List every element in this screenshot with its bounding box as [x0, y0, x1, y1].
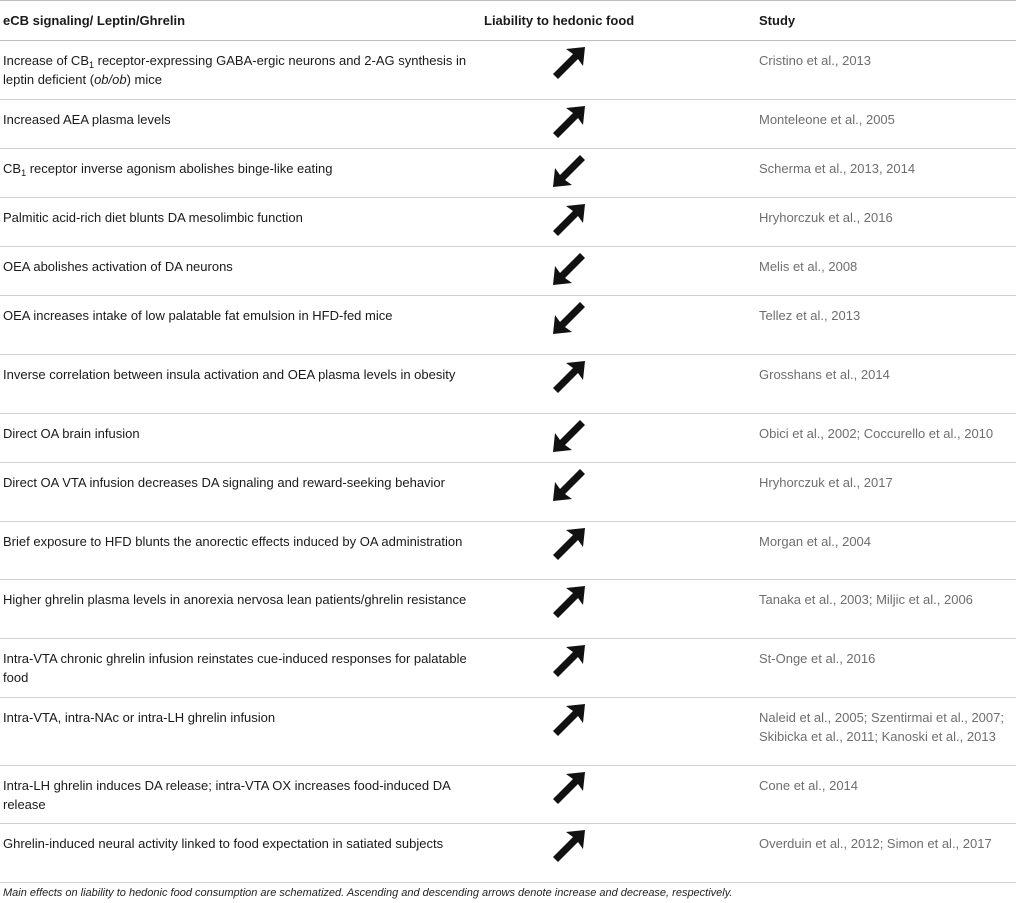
finding-cell: Intra-VTA, intra-NAc or intra-LH ghrelin infusion [0, 698, 480, 766]
finding-text: Increase of CB [3, 53, 89, 68]
study-cell: Cone et al., 2014 [750, 766, 1016, 824]
column-header-liability: Liability to hedonic food [480, 1, 750, 41]
finding-cell: Direct OA brain infusion [0, 414, 480, 463]
study-cell: Hryhorczuk et al., 2016 [750, 198, 1016, 247]
table-row [0, 149, 1016, 198]
table-row [0, 522, 1016, 580]
effect-cell [480, 296, 750, 355]
table-row [0, 355, 1016, 414]
study-cell: Grosshans et al., 2014 [750, 355, 1016, 414]
arrow-up-right-icon [551, 828, 587, 864]
finding-cell: Increased AEA plasma levels [0, 100, 480, 149]
table-caption: Main effects on liability to hedonic food consumption are schematized. Ascending and descending arrows denote increase and decrease, respectively. [3, 887, 733, 899]
table-row [0, 100, 1016, 149]
arrow-down-left-icon [551, 300, 587, 336]
finding-cell: OEA increases intake of low palatable fat emulsion in HFD-fed mice [0, 296, 480, 355]
finding-text-tail: ) mice [126, 72, 162, 87]
table-header [0, 1, 1016, 41]
effect-cell [480, 41, 750, 100]
effect-cell [480, 766, 750, 824]
arrow-up-right-icon [551, 702, 587, 738]
study-cell: Scherma et al., 2013, 2014 [750, 149, 1016, 198]
finding-cell: OEA abolishes activation of DA neurons [0, 247, 480, 296]
study-cell: Tellez et al., 2013 [750, 296, 1016, 355]
study-cell: Hryhorczuk et al., 2017 [750, 463, 1016, 522]
effect-cell [480, 698, 750, 766]
effect-cell [480, 198, 750, 247]
finding-text-cont: receptor inverse agonism abolishes binge-like eating [26, 161, 333, 176]
arrow-up-right-icon [551, 104, 587, 140]
finding-cell: Inverse correlation between insula activation and OEA plasma levels in obesity [0, 355, 480, 414]
finding-cell: Palmitic acid-rich diet blunts DA mesolimbic function [0, 198, 480, 247]
effect-cell [480, 580, 750, 639]
finding-cell [0, 41, 480, 100]
effect-cell [480, 639, 750, 698]
finding-cell: Higher ghrelin plasma levels in anorexia nervosa lean patients/ghrelin resistance [0, 580, 480, 639]
table-row [0, 698, 1016, 766]
arrow-up-right-icon [551, 643, 587, 679]
arrow-up-right-icon [551, 770, 587, 806]
arrow-down-left-icon [551, 251, 587, 287]
finding-subscript: 1 [89, 60, 95, 70]
column-header-signaling: eCB signaling/ Leptin/Ghrelin [0, 1, 480, 41]
arrow-up-right-icon [551, 45, 587, 81]
table-row [0, 41, 1016, 100]
finding-text: CB [3, 161, 22, 176]
arrow-up-right-icon [551, 359, 587, 395]
effect-cell [480, 463, 750, 522]
table-body [0, 41, 1016, 883]
table-row [0, 580, 1016, 639]
header-row [0, 1, 1016, 41]
finding-text-cont: receptor-expressing GABA-ergic neurons and 2-AG synthesis in leptin deficient ( [3, 53, 467, 87]
arrow-up-right-icon [551, 526, 587, 562]
table-row [0, 198, 1016, 247]
finding-italic: ob/ob [94, 72, 127, 87]
finding-cell: Intra-VTA chronic ghrelin infusion reinstates cue-induced responses for palatable food [0, 639, 480, 698]
study-cell: Cristino et al., 2013 [750, 41, 1016, 100]
table-row [0, 463, 1016, 522]
study-cell: Melis et al., 2008 [750, 247, 1016, 296]
arrow-down-left-icon [551, 467, 587, 503]
arrow-down-left-icon [551, 418, 587, 454]
finding-cell: Intra-LH ghrelin induces DA release; intra-VTA OX increases food-induced DA release [0, 766, 480, 824]
table-row [0, 414, 1016, 463]
finding-cell [0, 149, 480, 198]
study-cell: Tanaka et al., 2003; Miljic et al., 2006 [750, 580, 1016, 639]
arrow-up-right-icon [551, 584, 587, 620]
effect-cell [480, 522, 750, 580]
study-cell: Monteleone et al., 2005 [750, 100, 1016, 149]
column-header-study: Study [750, 1, 1016, 41]
table-row [0, 639, 1016, 698]
arrow-down-left-icon [551, 153, 587, 189]
effect-cell [480, 414, 750, 463]
finding-cell: Direct OA VTA infusion decreases DA signaling and reward-seeking behavior [0, 463, 480, 522]
effect-cell [480, 247, 750, 296]
table-row [0, 824, 1016, 883]
arrow-up-right-icon [551, 202, 587, 238]
study-cell: Naleid et al., 2005; Szentirmai et al., 2007; Skibicka et al., 2011; Kanoski et al., 2013 [750, 698, 1016, 766]
effect-cell [480, 355, 750, 414]
table-row [0, 296, 1016, 355]
effect-cell [480, 149, 750, 198]
study-cell: Overduin et al., 2012; Simon et al., 2017 [750, 824, 1016, 883]
study-cell: Obici et al., 2002; Coccurello et al., 2010 [750, 414, 1016, 463]
finding-subscript: 1 [21, 168, 27, 178]
effect-cell [480, 100, 750, 149]
effect-cell [480, 824, 750, 883]
study-cell: St-Onge et al., 2016 [750, 639, 1016, 698]
finding-cell: Ghrelin-induced neural activity linked to food expectation in satiated subjects [0, 824, 480, 883]
table-row [0, 766, 1016, 824]
table-row [0, 247, 1016, 296]
study-cell: Morgan et al., 2004 [750, 522, 1016, 580]
finding-cell: Brief exposure to HFD blunts the anorectic effects induced by OA administration [0, 522, 480, 580]
